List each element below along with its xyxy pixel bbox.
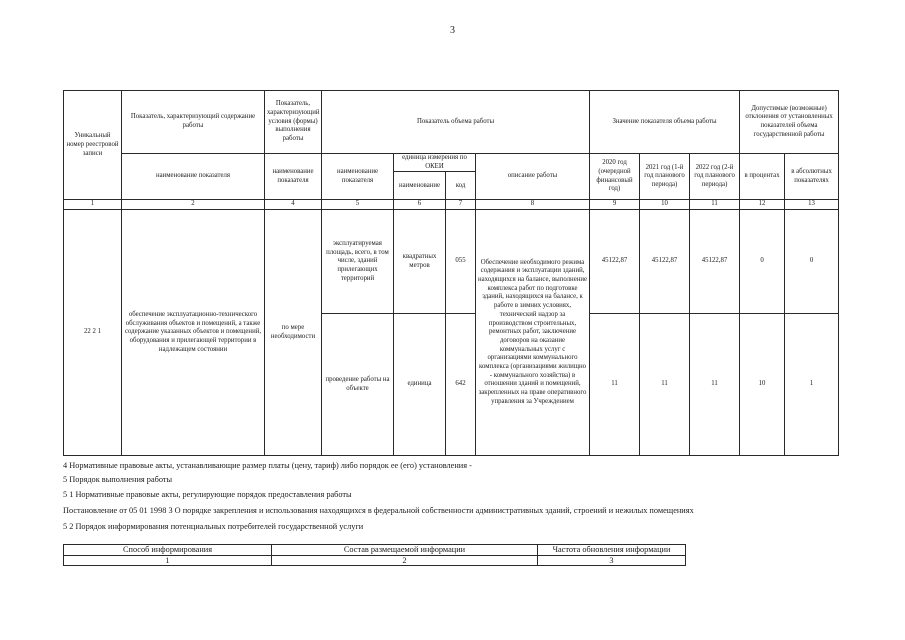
note-work-procedure: 5 Порядок выполнения работы <box>63 475 173 485</box>
note-regulatory-acts: 5 1 Нормативные правовые акты, регулирующие порядок предоставления работы <box>63 489 352 499</box>
volume-indicator-name: проведение работы на объекте <box>322 314 394 456</box>
header-absolute: в абсолютных показателях <box>785 154 839 200</box>
header-conditions-indicator: Показатель, характеризующий условия (формы) выполнения работы <box>265 91 322 154</box>
header-description: описание работы <box>476 154 590 200</box>
column-number: 10 <box>640 200 690 210</box>
header-conditions-name: наименование показателя <box>265 154 322 200</box>
column-number: 2 <box>122 200 265 210</box>
header-content-indicator: Показатель, характеризующий содержание работы <box>122 91 265 154</box>
header-year-2020: 2020 год (очередной финансовый год) <box>590 154 640 200</box>
deviation-percent: 10 <box>740 314 785 456</box>
info-header-content: Состав размещаемой информации <box>272 545 538 556</box>
unit-name: квадратных метров <box>394 210 446 314</box>
header-percent: в процентах <box>740 154 785 200</box>
header-volume-values: Значение показателя объема работы <box>590 91 740 154</box>
column-number: 11 <box>690 200 740 210</box>
value-2022: 45122,87 <box>690 210 740 314</box>
page-number: 3 <box>450 25 455 36</box>
header-volume-name: наименование показателя <box>322 154 394 200</box>
deviation-percent: 0 <box>740 210 785 314</box>
value-2020: 45122,87 <box>590 210 640 314</box>
value-2022: 11 <box>690 314 740 456</box>
content-indicator: обеспечение эксплуатационно-технического обслуживания объектов и помещений, а также содержание указанных объектов и помещений, оборудования и прилегающей территории в надлежащем состоянии <box>122 210 265 456</box>
unit-code: 642 <box>446 314 476 456</box>
volume-indicator-name: эксплуатируемая площадь, всего, в том числе, зданий прилегающих территорий <box>322 210 394 314</box>
column-number: 1 <box>64 200 122 210</box>
notes-section <box>63 460 843 535</box>
deviation-absolute: 0 <box>785 210 839 314</box>
column-number: 5 <box>322 200 394 210</box>
unique-number: 22 2 1 <box>64 210 122 456</box>
conditions-indicator: по мере необходимости <box>265 210 322 456</box>
unit-code: 055 <box>446 210 476 314</box>
column-number: 6 <box>394 200 446 210</box>
header-content-name: наименование показателя <box>122 154 265 200</box>
value-2021: 45122,87 <box>640 210 690 314</box>
column-number: 9 <box>590 200 640 210</box>
column-number: 13 <box>785 200 839 210</box>
header-volume-indicator: Показатель объема работы <box>322 91 590 154</box>
info-header-frequency: Частота обновления информации <box>538 545 686 556</box>
work-volume-table <box>63 90 839 456</box>
info-column-number: 2 <box>272 555 538 566</box>
header-unit-okei: единица измерения по ОКЕИ <box>394 154 476 172</box>
info-header-method: Способ информирования <box>64 545 272 556</box>
note-informing-procedure: 5 2 Порядок информирования потенциальных потребителей государственной услуги <box>63 521 364 531</box>
column-number: 4 <box>265 200 322 210</box>
value-2021: 11 <box>640 314 690 456</box>
header-unique-number: Уникальный номер реестровой записи <box>64 91 122 200</box>
table-row <box>64 210 839 314</box>
work-description: Обеспечение необходимого режима содержания и эксплуатации зданий, находящихся на балансе, выполнение комплекса работ по подготовке зданий, находящихся на балансе, к работе в зимних условиях, технический надзор за производством строительных, ремонтных работ, заключение договоров на оказание коммунальных услуг с организациями коммунального комплекса (организациями жилищно - коммунального хозяйства) в отношении зданий и помещений, закрепленных на праве оперативного управления за Учреждением <box>476 210 590 456</box>
unit-name: единица <box>394 314 446 456</box>
note-decree: Постановление от 05 01 1998 3 О порядке закрепления и использования находящихся в федеральной собственности административных зданий, строений и нежилых помещениях <box>63 506 694 516</box>
header-unit-name: наименование <box>394 172 446 200</box>
header-unit-code: код <box>446 172 476 200</box>
info-column-number: 1 <box>64 555 272 566</box>
note-legal-acts-fee: 4 Нормативные правовые акты, устанавливающие размер платы (цену, тариф) либо порядок ее (его) установления - <box>63 461 472 470</box>
header-year-2021: 2021 год (1-й год планового периода) <box>640 154 690 200</box>
value-2020: 11 <box>590 314 640 456</box>
info-column-number: 3 <box>538 555 686 566</box>
column-number: 12 <box>740 200 785 210</box>
column-number: 8 <box>476 200 590 210</box>
deviation-absolute: 1 <box>785 314 839 456</box>
header-year-2022: 2022 год (2-й год планового периода) <box>690 154 740 200</box>
column-number: 7 <box>446 200 476 210</box>
informing-table <box>63 544 686 566</box>
header-deviation: Допустимые (возможные) отклонения от установленных показателей объема государственной работы <box>740 91 839 154</box>
